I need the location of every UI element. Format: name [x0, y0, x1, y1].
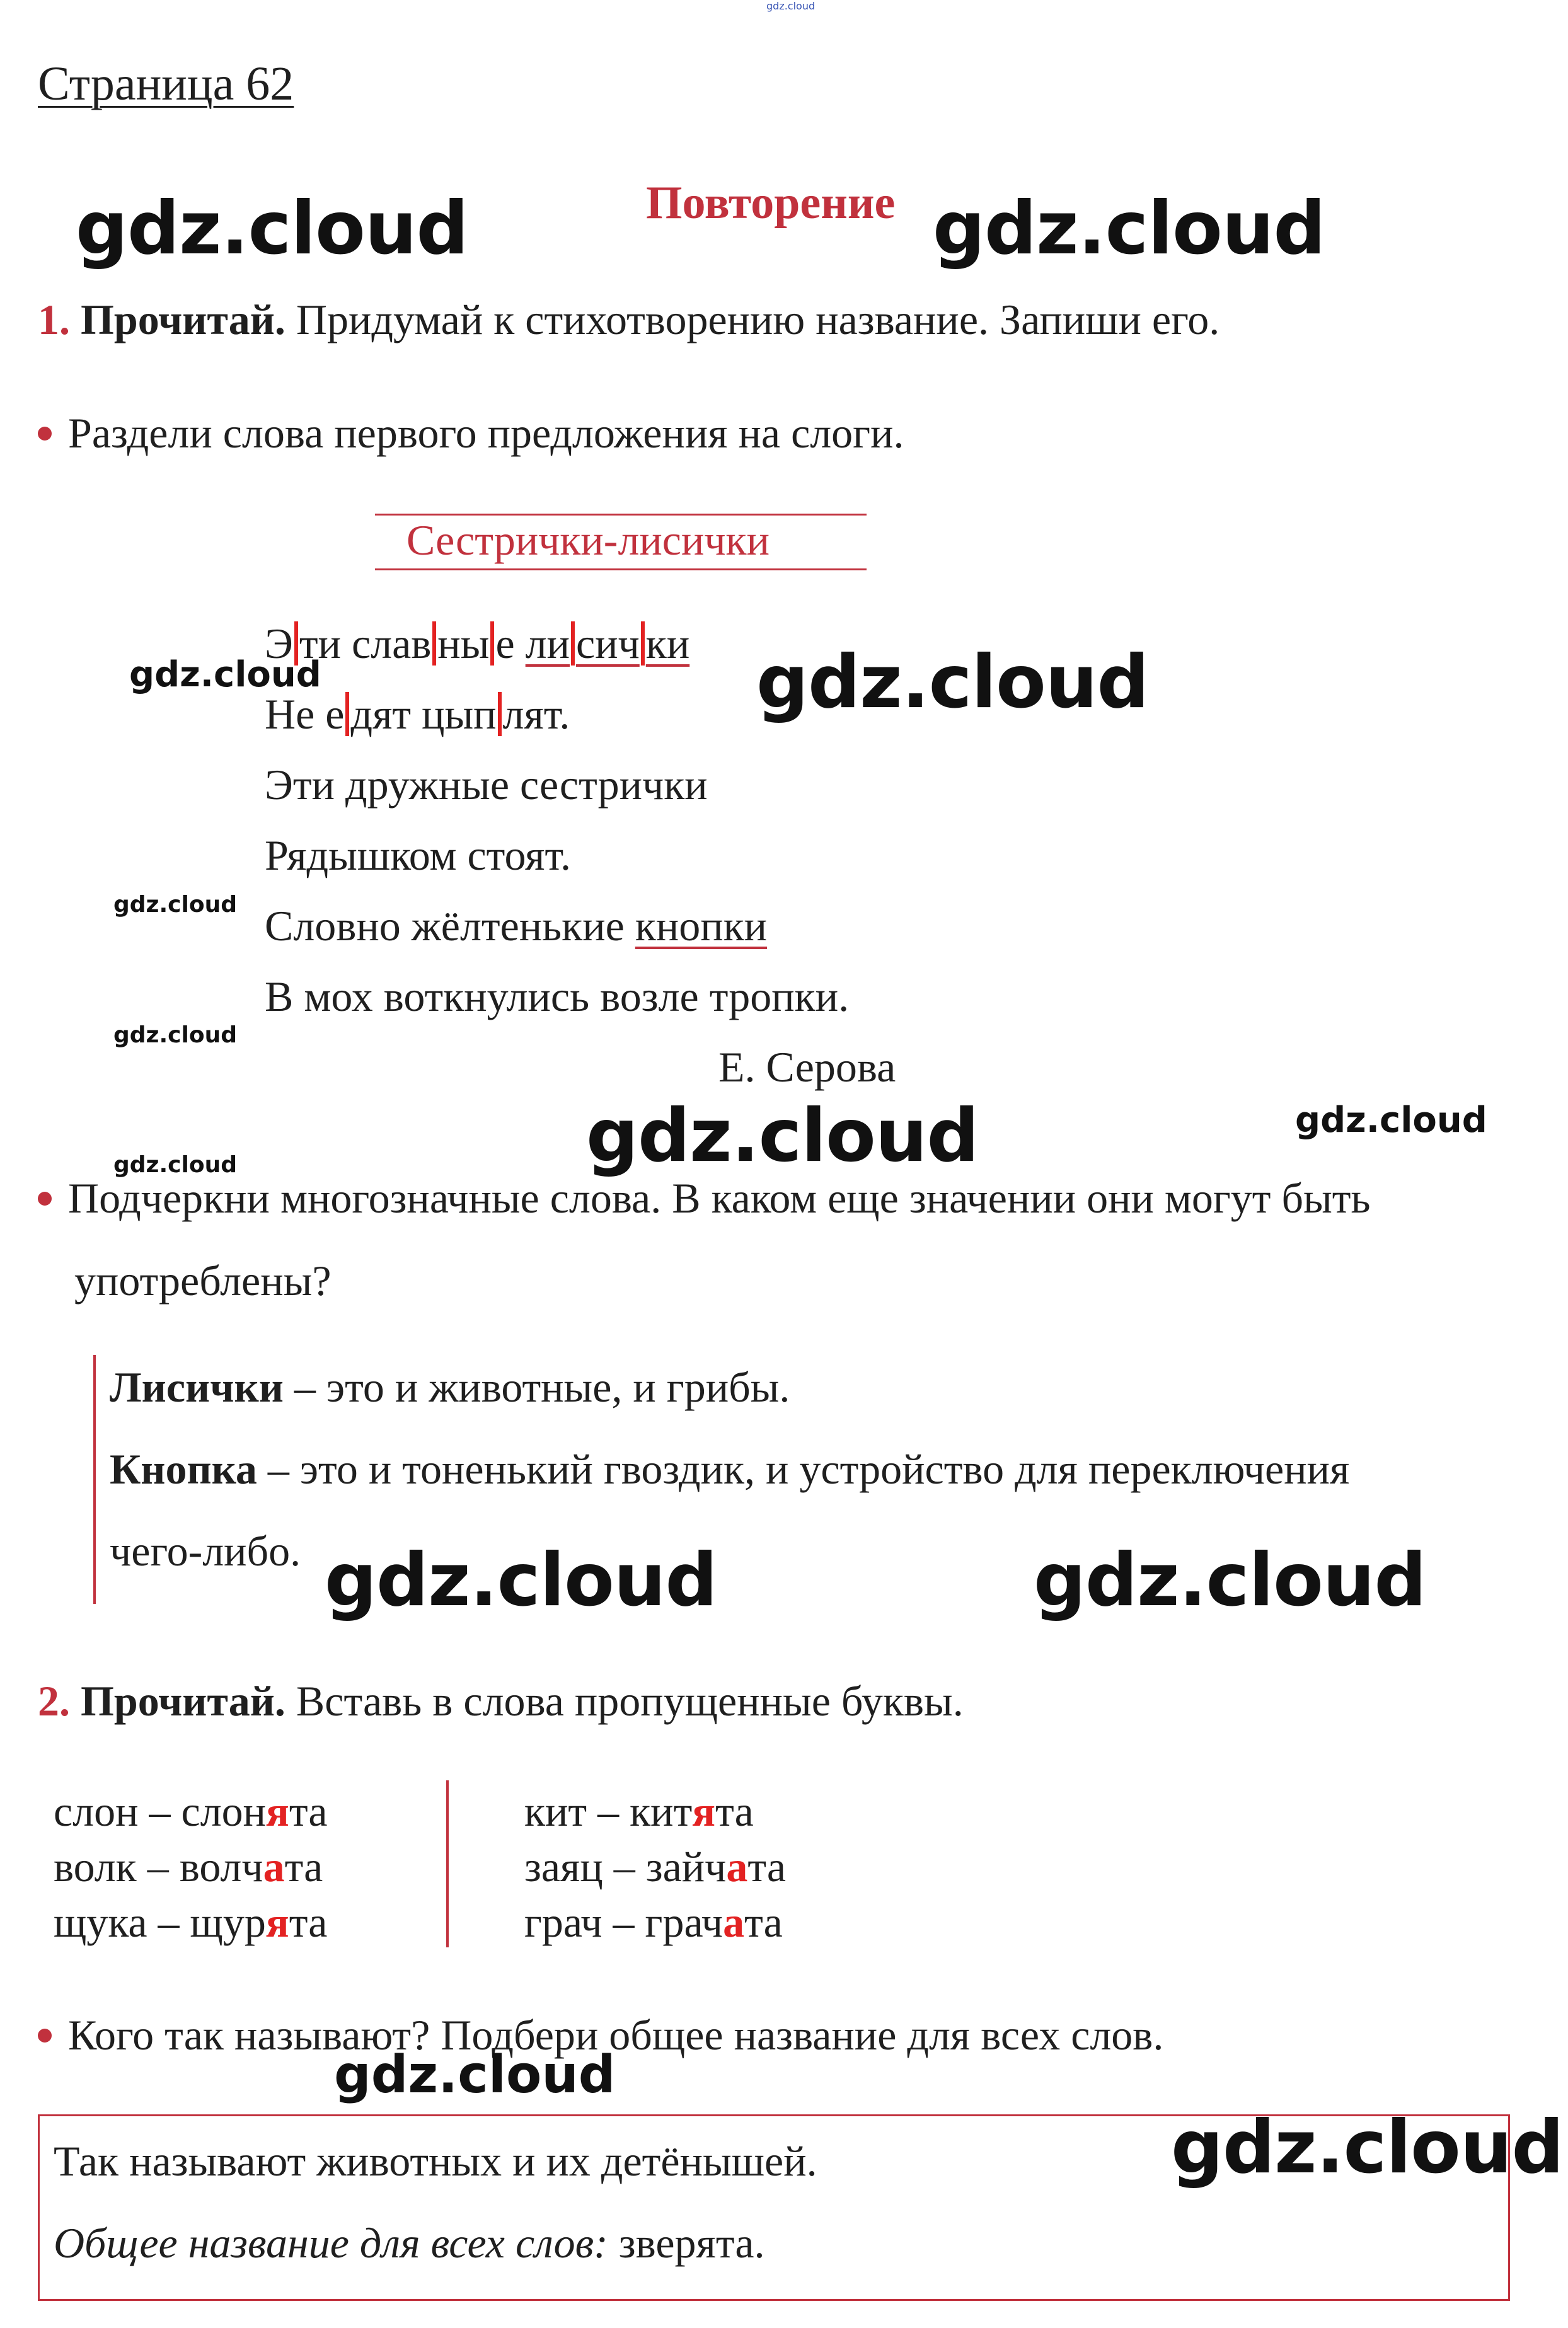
- title-line-bottom: [375, 568, 867, 570]
- syllable: ли: [525, 619, 570, 667]
- answer-line-2: [110, 1444, 1349, 1494]
- syllable-separator: [432, 621, 436, 666]
- task1-bullet2-cont: употреблены?: [74, 1257, 331, 1305]
- answer-line-3: чего-либо.: [110, 1527, 301, 1575]
- poem-line-4: Рядышком стоят.: [265, 831, 572, 879]
- word-pair: кит – китята: [524, 1787, 754, 1835]
- word-pair: волк – волчата: [54, 1843, 323, 1891]
- task1-header: [38, 295, 1219, 345]
- syllable-separator: [571, 621, 575, 666]
- syllable: е: [495, 619, 526, 667]
- watermark: gdz.cloud: [1171, 2105, 1564, 2190]
- bullet2-text: Подчеркни многозначные слова. В каком еще значении они могут быть: [68, 1174, 1371, 1222]
- poem-line-6: В мох воткнулись возле тропки.: [265, 972, 850, 1020]
- task2-number: 2.: [38, 1677, 70, 1725]
- column-divider: [446, 1780, 449, 1947]
- watermark: gdz.cloud: [756, 640, 1149, 725]
- watermark: gdz.cloud: [933, 186, 1325, 271]
- task2-text: Вставь в слова пропущенные буквы.: [296, 1677, 964, 1725]
- syllable-separator: [498, 692, 502, 736]
- answer-text: – это и животные, и грибы.: [283, 1363, 790, 1411]
- answer-term: Лисички: [110, 1363, 284, 1411]
- inserted-letter: я: [265, 1898, 289, 1946]
- word-pair: слон – слонята: [54, 1787, 328, 1835]
- syllable: Не е: [265, 690, 345, 738]
- task2-verb: Прочитай.: [81, 1677, 285, 1725]
- answer-bar: [93, 1355, 96, 1604]
- syllable: дят цып: [350, 690, 497, 738]
- syllable: сич: [576, 619, 640, 667]
- poem-line-1: [265, 619, 689, 669]
- poem-line-3: Эти дружные сестрички: [265, 761, 708, 809]
- task2-bullet-text: Кого так называют? Подбери общее название для всех слов.: [68, 2011, 1164, 2059]
- watermark: gdz.cloud: [586, 1093, 979, 1178]
- inserted-letter: а: [726, 1843, 748, 1891]
- inserted-letter: а: [723, 1898, 745, 1946]
- syllable: Э: [265, 619, 293, 667]
- bullet1-text: Раздели слова первого предложения на слоги.: [68, 409, 904, 457]
- answer-value: зверята.: [608, 2219, 765, 2267]
- syllable: ны: [437, 619, 490, 667]
- word-pair: грач – грачата: [524, 1898, 783, 1946]
- word-pair: заяц – зайчата: [524, 1843, 787, 1891]
- poem-line-2: [265, 689, 570, 739]
- watermark: gdz.cloud: [334, 2045, 616, 2105]
- task1-text: Придумай к стихотворению название. Запиши его.: [296, 296, 1220, 343]
- watermark: gdz.cloud: [1295, 1100, 1487, 1141]
- watermark: gdz.cloud: [76, 186, 468, 271]
- answer-label: Общее название для всех слов:: [54, 2219, 608, 2267]
- syllable-separator: [345, 692, 349, 736]
- word-pair: щука – щурята: [54, 1898, 328, 1946]
- page-title: Страница 62: [38, 57, 294, 110]
- task1-number: 1.: [38, 296, 70, 343]
- watermark: gdz.cloud: [113, 1022, 237, 1048]
- answer-text: – это и тоненький гвоздик, и устройство для переключения: [257, 1445, 1350, 1493]
- bullet-icon: [38, 427, 52, 441]
- answer-box-line-1: Так называют животных и их детёнышей.: [54, 2137, 817, 2185]
- task1-bullet1: [38, 408, 904, 458]
- poem-text: Словно жёлтенькие: [265, 902, 635, 950]
- bullet-icon: [38, 2029, 52, 2043]
- syllable: лят.: [502, 690, 570, 738]
- task1-verb: Прочитай.: [81, 296, 285, 343]
- top-watermark: gdz.cloud: [766, 0, 816, 12]
- bullet-icon: [38, 1192, 52, 1206]
- syllable: ти слав: [299, 619, 432, 667]
- section-title: Повторение: [646, 177, 896, 229]
- syllable-separator: [490, 621, 494, 666]
- inserted-letter: я: [692, 1787, 716, 1835]
- watermark: gdz.cloud: [129, 654, 321, 695]
- answer-term: Кнопка: [110, 1445, 257, 1493]
- syllable: ки: [645, 619, 690, 667]
- poem-line-5: [265, 901, 767, 951]
- watermark: gdz.cloud: [113, 1152, 237, 1178]
- watermark: gdz.cloud: [325, 1538, 717, 1623]
- answer-line-1: [110, 1363, 790, 1412]
- task2-header: [38, 1676, 964, 1726]
- inserted-letter: а: [263, 1843, 285, 1891]
- watermark: gdz.cloud: [1034, 1538, 1426, 1623]
- watermark: gdz.cloud: [113, 892, 237, 918]
- underlined-word: кнопки: [635, 902, 768, 950]
- inserted-letter: я: [266, 1787, 289, 1835]
- task1-bullet2: [38, 1173, 1371, 1223]
- right-column: [524, 1783, 786, 1950]
- poem-author: Е. Серова: [718, 1043, 896, 1091]
- syllable-separator: [641, 621, 645, 666]
- left-column: [54, 1783, 328, 1950]
- answer-box-line-2: [54, 2218, 765, 2268]
- poem-title: Сестрички-лисички: [406, 516, 770, 564]
